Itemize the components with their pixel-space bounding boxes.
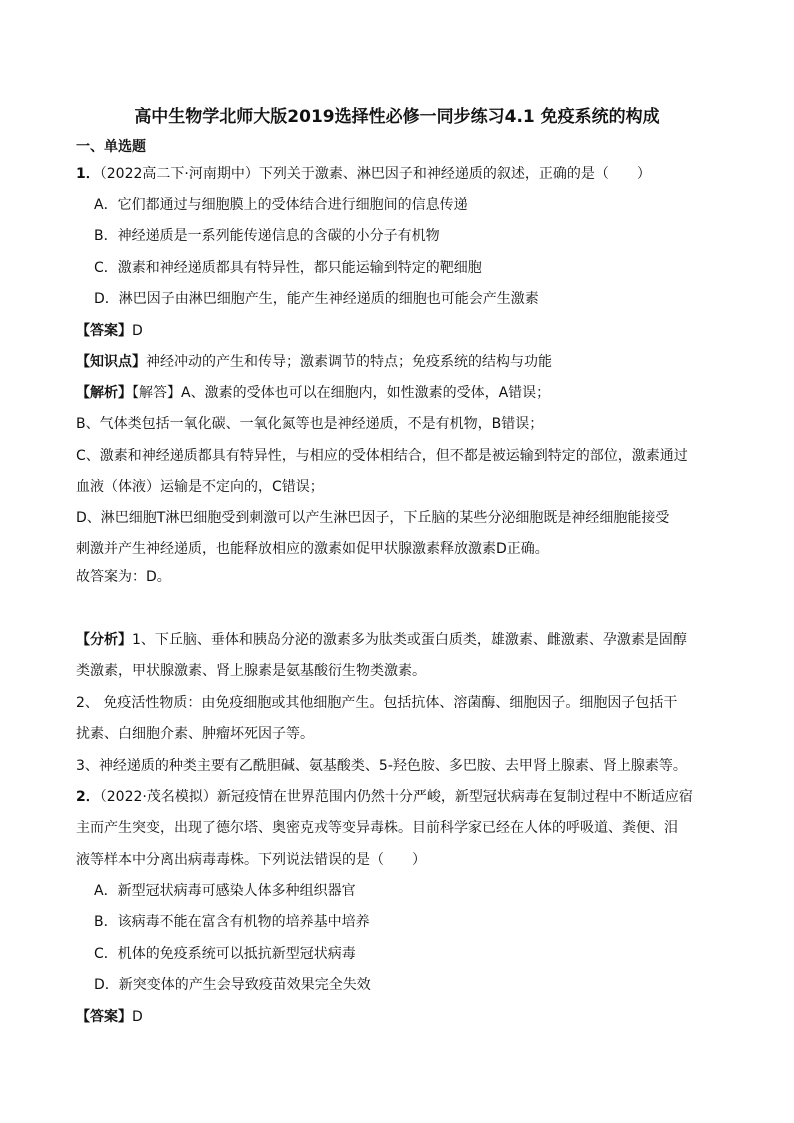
question-1-knowledge xyxy=(76,351,720,373)
fenxi-line: 3、神经递质的种类主要有乙酰胆碱、氨基酸类、5-羟色胺、多巴胺、去甲肾上腺素、肾上腺素等。 xyxy=(76,758,687,774)
question-1-option-c: C．激素和神经递质都具有特异性，都只能运输到特定的靶细胞 xyxy=(94,260,482,276)
answer-label: 【答案】 xyxy=(76,1009,132,1025)
page-title: 高中生物学北师大版2019选择性必修一同步练习4.1 免疫系统的构成 xyxy=(134,107,660,127)
question-1-option-a: A．它们都通过与细胞膜上的受体结合进行细胞间的信息传递 xyxy=(94,197,468,213)
answer-label: 【答案】 xyxy=(76,323,132,339)
question-text: （2022·茂名模拟）新冠疫情在世界范围内仍然十分严峻，新型冠状病毒在复制过程中不断适应宿 xyxy=(99,789,693,805)
knowledge-text: 神经冲动的产生和传导；激素调节的特点；免疫系统的结构与功能 xyxy=(146,354,552,370)
question-1-option-b: B．神经递质是一系列能传递信息的含碳的小分子有机物 xyxy=(94,228,440,244)
question-1-analysis xyxy=(76,382,720,404)
analysis-label: 【解析】 xyxy=(76,385,132,401)
question-1-option-d: D．淋巴因子由淋巴细胞产生，能产生神经递质的细胞也可能会产生激素 xyxy=(94,291,539,307)
question-2-option-a: A．新型冠状病毒可感染人体多种组织器官 xyxy=(94,883,356,899)
question-1-answer xyxy=(76,320,720,342)
section-heading: 一、单选题 xyxy=(76,139,146,155)
question-2-stem xyxy=(76,786,720,808)
analysis-line: 血液（体液）运输是不定向的，C错误； xyxy=(76,479,324,495)
question-2-option-c: C．机体的免疫系统可以抵抗新型冠状病毒 xyxy=(94,946,356,962)
question-2-option-b: B．该病毒不能在富含有机物的培养基中培养 xyxy=(94,914,370,930)
fenxi-text: 1、下丘脑、垂体和胰岛分泌的激素多为肽类或蛋白质类，雄激素、雌激素、孕激素是固醇 xyxy=(132,632,687,648)
question-1-fenxi xyxy=(76,629,720,651)
fenxi-line: 扰素、白细胞介素、肿瘤坏死因子等。 xyxy=(76,726,314,742)
analysis-line: B、气体类包括一氧化碳、一氧化氮等也是神经递质，不是有机物，B错误； xyxy=(76,416,544,432)
question-2-option-d: D．新突变体的产生会导致疫苗效果完全失效 xyxy=(94,977,371,993)
analysis-line: 故答案为：D。 xyxy=(76,569,171,585)
analysis-text: 【解答】A、激素的受体也可以在细胞内，如性激素的受体，A错误； xyxy=(132,385,551,401)
answer-value: D xyxy=(132,1009,143,1025)
question-number: 2． xyxy=(76,789,100,805)
answer-value: D xyxy=(132,323,143,339)
analysis-line: C、激素和神经递质都具有特异性，与相应的受体相结合，但不都是被运输到特定的部位，激素通过 xyxy=(76,448,688,464)
analysis-line: D、淋巴细胞T淋巴细胞受到刺激可以产生淋巴因子，下丘脑的某些分泌细胞既是神经细胞能接受 xyxy=(76,510,670,526)
knowledge-label: 【知识点】 xyxy=(76,354,146,370)
fenxi-line: 2、 免疫活性物质：由免疫细胞或其他细胞产生。包括抗体、溶菌酶、细胞因子。细胞因子包括干 xyxy=(76,695,678,711)
question-2-answer xyxy=(76,1006,720,1028)
question-text: （2022高二下·河南期中）下列关于激素、淋巴因子和神经递质的叙述，正确的是（ ） xyxy=(99,166,651,182)
fenxi-label: 【分析】 xyxy=(76,632,132,648)
question-1-stem xyxy=(76,163,720,185)
question-2-stem-line: 液等样本中分离出病毒毒株。下列说法错误的是（ ） xyxy=(76,852,426,868)
question-number: 1． xyxy=(76,166,100,182)
analysis-line: 刺激并产生神经递质，也能释放相应的激素如促甲状腺激素释放激素D正确。 xyxy=(76,541,549,557)
question-2-stem-line: 主而产生突变，出现了德尔塔、奥密克戎等变异毒株。目前科学家已经在人体的呼吸道、粪便、泪 xyxy=(76,820,678,836)
fenxi-line: 类激素，甲状腺激素、肾上腺素是氨基酸衍生物类激素。 xyxy=(76,663,426,679)
